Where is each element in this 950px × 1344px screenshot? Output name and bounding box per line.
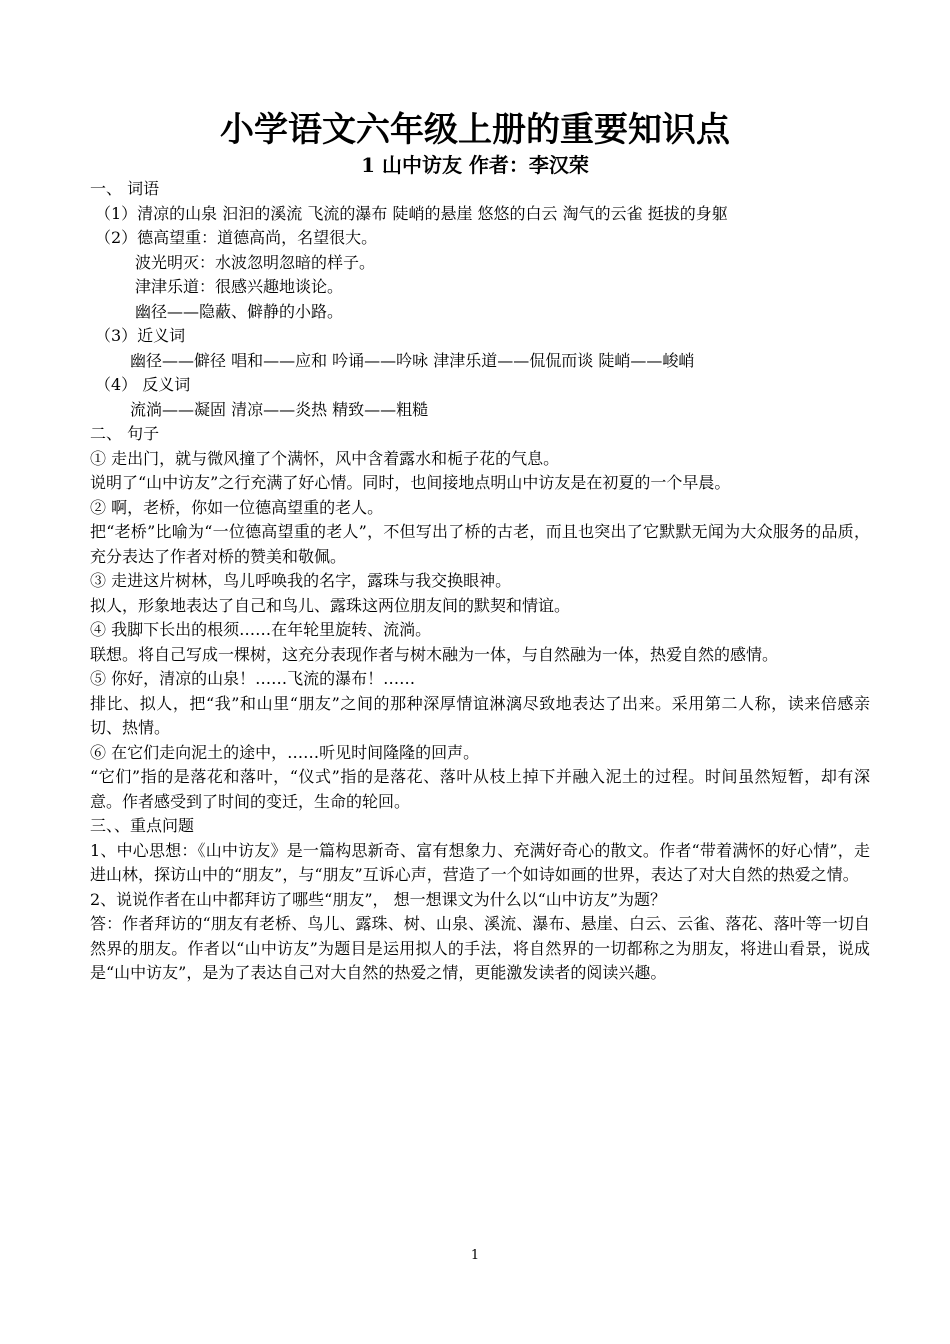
text-line: 幽径——僻径 唱和——应和 吟诵——吟咏 津津乐道——侃侃而谈 陡峭——峻峭 bbox=[130, 350, 695, 370]
text-line: 幽径——隐蔽、僻静的小路。 bbox=[135, 301, 344, 321]
page-number: 1 bbox=[470, 1248, 480, 1263]
document-title: 小学语文六年级上册的重要知识点 bbox=[220, 110, 730, 150]
text-line: ⑤ 你好，清凉的山泉！……飞流的瀑布！…… bbox=[90, 669, 416, 688]
text-line: 说明了“山中访友”之行充满了好心情。同时，也间接地点明山中访友是在初夏的一个早晨。 bbox=[90, 473, 731, 492]
text-line: ① 走出门，就与微风撞了个满怀，风中含着露水和栀子花的气息。 bbox=[90, 448, 560, 468]
text-line: 津津乐道：很感兴趣地谈论。 bbox=[135, 277, 344, 296]
text-paragraph: “它们”指的是落花和落叶，“仪式”指的是落花、落叶从枝上掉下并融入泥土的过程。时间虽然短暂，却有深意。作者感受到了时间的变迁，生命的轮回。 bbox=[90, 767, 870, 811]
section-heading: 一、 词语 bbox=[90, 179, 160, 198]
document-body bbox=[90, 177, 870, 986]
text-line: 流淌——凝固 清凉——炎热 精致——粗糙 bbox=[130, 399, 429, 419]
text-line: ③ 走进这片树林，鸟儿呼唤我的名字，露珠与我交换眼神。 bbox=[90, 571, 512, 590]
text-paragraph: 联想。将自己写成一棵树，这充分表现作者与树木融为一体，与自然融为一体，热爱自然的感情。 bbox=[90, 644, 779, 664]
text-line: 2、说说作者在山中都拜访了哪些“朋友”， 想一想课文为什么以“山中访友”为题？ bbox=[90, 889, 666, 909]
text-line: （4） 反义词 bbox=[95, 375, 191, 394]
text-line: （2）德高望重：道德高尚，名望很大。 bbox=[95, 228, 378, 247]
text-line: （1）清凉的山泉 汩汩的溪流 飞流的瀑布 陡峭的悬崖 悠悠的白云 淘气的云雀 挺拔的身躯 bbox=[95, 203, 728, 223]
lesson-subtitle: 1 山中访友 作者：李汉荣 bbox=[361, 153, 589, 177]
text-line: 波光明灭：水波忽明忽暗的样子。 bbox=[135, 252, 376, 272]
text-line: 拟人，形象地表达了自己和鸟儿、露珠这两位朋友间的默契和情谊。 bbox=[90, 595, 571, 615]
section-heading: 三、、重点问题 bbox=[90, 816, 195, 835]
text-line: （3）近义词 bbox=[95, 326, 186, 345]
section-heading: 二、 句子 bbox=[90, 424, 160, 443]
text-paragraph: 排比、拟人，把“我”和山里“朋友”之间的那种深厚情谊淋漓尽致地表达了出来。采用第二人称，读来倍感亲切、热情。 bbox=[90, 693, 870, 737]
text-line: ④ 我脚下长出的根须……在年轮里旋转、流淌。 bbox=[90, 620, 432, 639]
text-line: ⑥ 在它们走向泥土的途中，……听见时间隆隆的回声。 bbox=[90, 742, 480, 762]
text-paragraph: 1、中心思想：《山中访友》是一篇构思新奇、富有想象力、充满好奇心的散文。作者“带着满怀的好心情”，走进山林，探访山中的“朋友”，与“朋友”互诉心声，营造了一个如诗如画的世界，表达了对大自然的热爱之情。 bbox=[90, 840, 870, 884]
text-line: ② 啊，老桥，你如一位德高望重的老人。 bbox=[90, 497, 384, 517]
text-paragraph: 把“老桥”比喻为“一位德高望重的老人”，不但写出了桥的古老，而且也突出了它默默无闻为大众服务的品质，充分表达了作者对桥的赞美和敬佩。 bbox=[90, 522, 870, 566]
text-paragraph: 答：作者拜访的“朋友有老桥、鸟儿、露珠、树、山泉、溪流、瀑布、悬崖、白云、云雀、落花、落叶等一切自然界的朋友。作者以“山中访友”为题目是运用拟人的手法，将自然界的一切都称之为朋友，将进山看景，说成是“山中访友”，是为了表达自己对大自然的热爱之情，更能激发读者的阅读兴趣。 bbox=[90, 914, 870, 982]
